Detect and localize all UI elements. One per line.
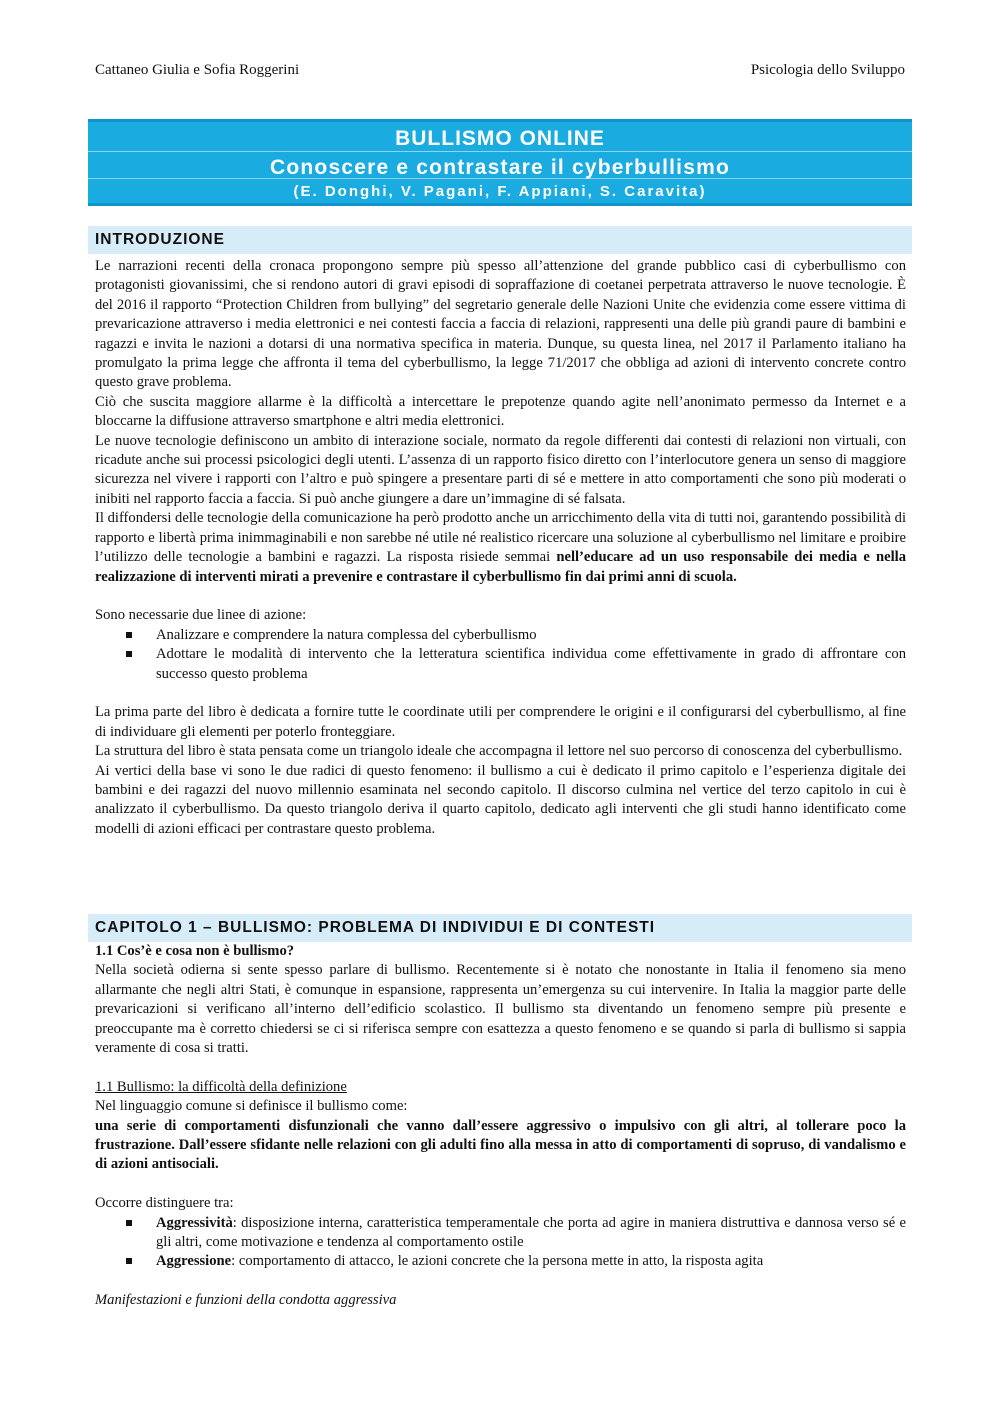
list-item (95, 645, 906, 684)
book-subtitle: Conoscere e contrastare il cyberbullismo (270, 156, 730, 179)
term: Aggressività (156, 1214, 233, 1231)
book-authors: (E. Donghi, V. Pagani, F. Appiani, S. Caravita) (293, 183, 707, 200)
definition-paragraph (95, 1117, 906, 1175)
terms-list (95, 1214, 906, 1272)
intro-paragraph: Le narrazioni recenti della cronaca propongono sempre più spesso all’attenzione del grande pubblico casi di cyberbullismo con protagonisti giovanissimi, che si rendono autori di gravi episodi di sopraffazione di coetanei perpetrata attraverso le nuove tecnologie. È del 2016 il rapporto “Protection Children from bullying” del segretario generale delle Nazioni Unite che evidenzia come essere vittima di prevaricazione attraverso i media elettronici e nei contesti faccia a faccia di relazioni, rappresenti una delle più grandi paure di bambini e ragazzi e invita le nazioni a dotarsi di una normativa specifica in materia. Dunque, su questa linea, nel 2017 il Parlamento italiano ha promulgato la prima legge che affronta il tema del cyberbullismo, la legge 71/2017 che obbliga ad azioni di intervento concrete contro questo grave problema. (95, 258, 906, 391)
intro-body (95, 257, 906, 839)
intro-paragraph (95, 509, 906, 587)
intro-paragraph: Ai vertici della base vi sono le due radici di questo fenomeno: il bullismo a cui è dedicato il primo capitolo e l’esperienza digitale dei bambini e dei ragazzi del nuovo millennio esaminata nel secondo capitolo. Il discorso culmina nel vertice del terzo capitolo in cui è analizzato il cyberbullismo. Da questo triangolo deriva il quarto capitolo, dedicato agli interventi che gli studi hanno identificato come modelli di azioni efficaci per contrastare questo problema. (95, 762, 906, 837)
bullet-square-icon (126, 651, 132, 657)
subheading-text: 1.1 Bullismo: la difficoltà della definizione (95, 1078, 347, 1095)
list-item (95, 1252, 906, 1271)
title-banner (88, 119, 912, 206)
list-item (95, 626, 906, 645)
chapter-paragraph: Nel linguaggio comune si definisce il bullismo come: (95, 1098, 408, 1115)
book-title: BULLISMO ONLINE (395, 127, 605, 150)
intro-paragraph: La prima parte del libro è dedicata a fornire tutte le coordinate utili per comprendere le origini e il configurarsi del cyberbullismo, al fine di individuare gli elementi per poterlo fronteggiare. (95, 704, 906, 740)
definition-text: una serie di comportamenti disfunzionali che vanno dall’essere aggressivo o impulsivo con gli altri, al tollerare poco la frustrazione. Dall’essere sfidante nelle relazioni con gli adulti fino alla messa in atto di comportamenti di sopruso, di vandalismo e di azioni antisociali. (95, 1117, 906, 1173)
action-lines-list (95, 626, 906, 684)
subheading-underlined (95, 1078, 906, 1097)
intro-paragraph: Ciò che suscita maggiore allarme è la difficoltà a intercettare le prepotenze quando agite nell’anonimato permesso da Internet e a bloccarne la diffusione attraverso smartphone e altri media elettronici. (95, 393, 906, 430)
action-lines-intro: Sono necessarie due linee di azione: (95, 607, 307, 624)
list-item-text: Analizzare e comprendere la natura complessa del cyberbullismo (156, 626, 537, 643)
bullet-square-icon (126, 1258, 132, 1264)
chapter-paragraph: Nella società odierna si sente spesso parlare di bullismo. Recentemente si è notato che nonostante in Italia il fenomeno sia meno allarmante che negli altri Stati, è comunque in espansione, rappresenta un’emergenza su cui intervenire. In Italia la maggior parte delle prevaricazioni si verificano all’interno dell’edificio scolastico. Il bullismo sta diventando un fenomeno sempre più presente e preoccupante ma è corretto chiedersi se ci si riferisca sempre con esattezza a questo fenomeno e se quando si parla di bullismo si sappia veramente di cosa si tratti. (95, 962, 906, 1057)
intro-emphasis: nell’educare ad un uso responsabile dei media e nella realizzazione di interventi mirati a prevenire e contrastare il cyberbullismo fin dai primi anni di scuola. (95, 549, 906, 585)
term-definition: : disposizione interna, caratteristica temperamentale che porta ad agire in maniera distruttiva e dannosa verso sé e gli altri, come motivazione e tendenza al comportamento ostile (156, 1214, 906, 1251)
section-heading-capitolo-1: CAPITOLO 1 – BULLISMO: PROBLEMA DI INDIVIDUI E DI CONTESTI (88, 914, 912, 942)
list-item (95, 1214, 906, 1253)
term-definition: : comportamento di attacco, le azioni concrete che la persona mette in atto, la risposta agita (231, 1253, 764, 1270)
header-course: Psicologia dello Sviluppo (750, 62, 905, 78)
header-authors: Cattaneo Giulia e Sofia Roggerini (95, 62, 300, 78)
bullet-square-icon (126, 1220, 132, 1226)
italic-subheading: Manifestazioni e funzioni della condotta aggressiva (95, 1292, 397, 1309)
list-item-text: Adottare le modalità di intervento che la letteratura scientifica individua come effettivamente in grado di affrontare con successo questo problema (156, 646, 906, 682)
term: Aggressione (156, 1253, 232, 1270)
chapter1-body (95, 942, 906, 1311)
chapter-paragraph: Occorre distinguere tra: (95, 1195, 234, 1212)
subheading (95, 942, 906, 961)
subheading-text: 1.1 Cos’è e cosa non è bullismo? (95, 943, 295, 959)
intro-paragraph: La struttura del libro è stata pensata come un triangolo ideale che accompagna il lettore nel suo percorso di conoscenza del cyberbullismo. (95, 743, 903, 760)
section-heading-introduzione: INTRODUZIONE (88, 226, 912, 254)
intro-text: Il diffondersi delle tecnologie della comunicazione ha però prodotto anche un arricchimento della vita di tutti noi, garantendo possibilità di rapporto e libertà prima inimmaginabili e non sarebbe né utile né realistico ricercare una soluzione al cyberbullismo nel limitare e proibire l’utilizzo delle tecnologie a bambini e ragazzi. La risposta risiede semmai (95, 510, 906, 566)
bullet-square-icon (126, 632, 132, 638)
intro-paragraph: Le nuove tecnologie definiscono un ambito di interazione sociale, normato da regole differenti dai contesti di relazioni non virtuali, con ricadute anche sui processi psicologici degli utenti. L’assenza di un rapporto fisico diretto con l’interlocutore genera un senso di maggiore sicurezza nel vivere i rapporti con l’altro e può spingere a presentare parti di sé e mettere in atto comportamenti che sono più moderati o inibiti nel rapporto faccia a faccia. Si può anche giungere a dare un’immagine di sé falsata. (95, 432, 906, 507)
